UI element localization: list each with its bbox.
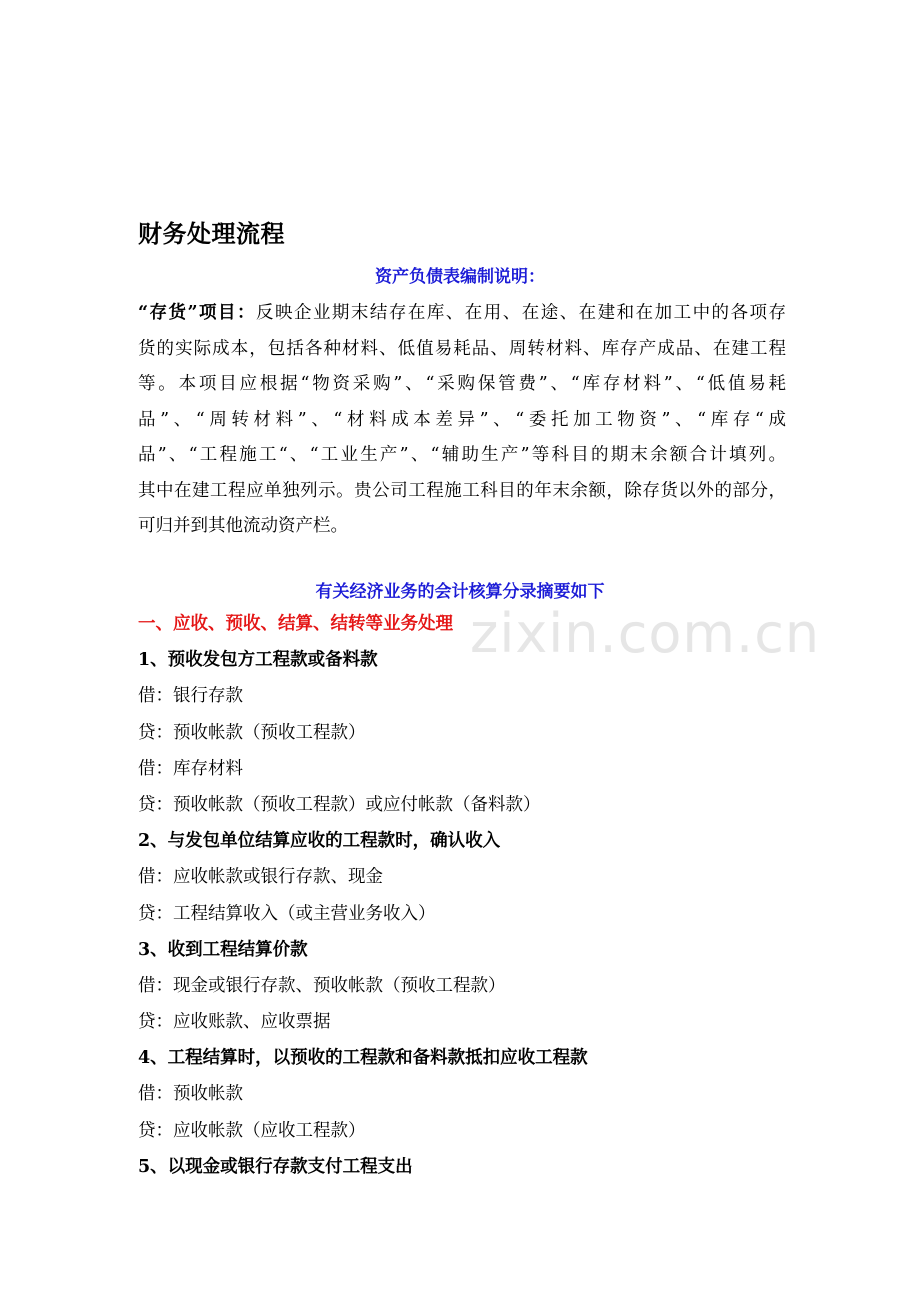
intro-line-5: 品”、“工程施工“、“工业生产”、“辅助生产”等科目的期末余额合计填列。 — [138, 445, 786, 465]
entry-category: 一、应收、预收、结算、结转等业务处理 — [138, 614, 453, 634]
intro-line-3: 等。本项目应根据“物资采购”、“采购保管费”、“库存材料”、“低值易耗 — [138, 374, 786, 394]
entry-line: 借：应收帐款或银行存款、现金 — [138, 867, 383, 888]
entry-item-heading: 2、与发包单位结算应收的工程款时，确认收入 — [138, 831, 501, 852]
entry-line: 借：银行存款 — [138, 686, 243, 707]
entry-item-heading: 1、预收发包方工程款或备料款 — [138, 650, 378, 671]
intro-line-1-text: 反映企业期末结存在库、在用、在途、在建和在加工中的各项存 — [256, 303, 786, 323]
entry-item-heading: 4、工程结算时，以预收的工程款和备料款抵扣应收工程款 — [138, 1048, 588, 1069]
accounting-entries-list — [138, 606, 786, 1185]
entry-line: 贷：工程结算收入（或主营业务收入） — [138, 903, 436, 924]
balance-sheet-heading: 资产负债表编制说明： — [375, 267, 545, 287]
entry-item-heading: 3、收到工程结算价款 — [138, 939, 308, 960]
inventory-explanation — [138, 296, 786, 545]
watermark: zixin.com.cn — [470, 602, 821, 665]
inventory-lead: “存货”项目： — [138, 303, 256, 323]
intro-line-2: 货的实际成本，包括各种材料、低值易耗品、周转材料、库存产成品、在建工程 — [138, 338, 786, 359]
entry-item-heading: 5、以现金或银行存款支付工程支出 — [138, 1156, 413, 1177]
page-title: 财务处理流程 — [138, 220, 285, 248]
entry-line: 贷：应收帐款（应收工程款） — [138, 1120, 366, 1141]
entry-line: 贷：预收帐款（预收工程款） — [138, 722, 366, 743]
entry-line: 贷：预收帐款（预收工程款）或应付帐款（备料款） — [138, 794, 541, 815]
entry-line: 借：预收帐款 — [138, 1084, 243, 1105]
accounting-entries-heading: 有关经济业务的会计核算分录摘要如下 — [315, 582, 605, 602]
intro-line-1 — [138, 296, 786, 332]
entry-line: 贷：应收账款、应收票据 — [138, 1012, 331, 1033]
intro-line-6: 其中在建工程应单独列示。贵公司工程施工科目的年末余额，除存货以外的部分， — [138, 480, 786, 501]
intro-line-7: 可归并到其他流动资产栏。 — [138, 516, 348, 536]
entry-line: 借：现金或银行存款、预收帐款（预收工程款） — [138, 975, 506, 996]
entry-line: 借：库存材料 — [138, 758, 243, 779]
intro-line-4: 品”、“周转材料”、“材料成本差异”、“委托加工物资”、“库存“成 — [138, 409, 786, 430]
